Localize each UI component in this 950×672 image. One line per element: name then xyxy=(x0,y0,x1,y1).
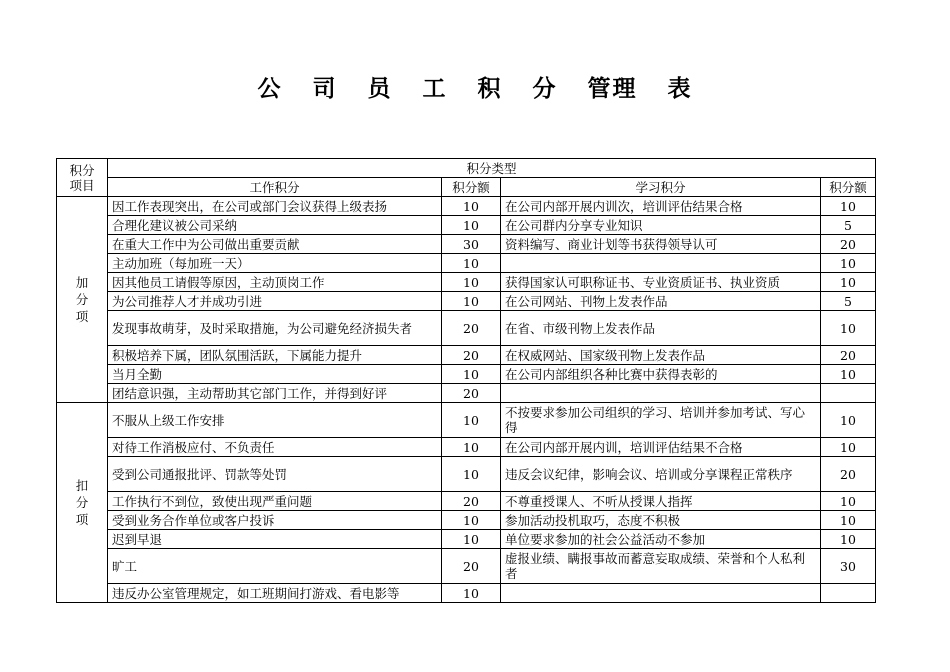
section-label-char: 加 xyxy=(75,275,89,290)
table-row xyxy=(57,549,876,584)
work-score: 10 xyxy=(442,457,501,492)
work-item: 对待工作消极应付、不负责任 xyxy=(108,438,442,457)
study-score xyxy=(821,384,876,403)
table-row xyxy=(57,403,876,438)
table-row xyxy=(57,384,876,403)
work-score: 10 xyxy=(442,292,501,311)
header-work: 工作积分 xyxy=(108,178,442,197)
table-row xyxy=(57,492,876,511)
section-label-char: 扣 xyxy=(75,478,89,493)
header-score: 积分额 xyxy=(442,178,501,197)
section-label-char: 项 xyxy=(75,512,89,527)
work-score: 20 xyxy=(442,549,501,584)
table-row xyxy=(57,311,876,346)
work-item: 工作执行不到位，致使出现严重问题 xyxy=(108,492,442,511)
section-label-char: 分 xyxy=(75,495,89,510)
header-item-line: 积分 xyxy=(69,162,95,178)
section-add-label xyxy=(57,197,108,403)
work-score: 10 xyxy=(442,197,501,216)
header-type-group: 积分类型 xyxy=(108,159,876,178)
study-score: 10 xyxy=(821,197,876,216)
study-score xyxy=(821,584,876,603)
study-item: 在省、市级刊物上发表作品 xyxy=(501,311,821,346)
table-row xyxy=(57,438,876,457)
study-score: 20 xyxy=(821,457,876,492)
work-score: 10 xyxy=(442,254,501,273)
work-score: 10 xyxy=(442,584,501,603)
study-score: 10 xyxy=(821,438,876,457)
study-score: 20 xyxy=(821,346,876,365)
study-score: 10 xyxy=(821,311,876,346)
table-row xyxy=(57,530,876,549)
work-score: 20 xyxy=(442,384,501,403)
table-row xyxy=(57,365,876,384)
table-row xyxy=(57,346,876,365)
work-item: 团结意识强，主动帮助其它部门工作，并得到好评 xyxy=(108,384,442,403)
points-table xyxy=(56,158,876,603)
work-item: 主动加班（每加班一天） xyxy=(108,254,442,273)
header-study: 学习积分 xyxy=(501,178,821,197)
work-item: 受到业务合作单位或客户投诉 xyxy=(108,511,442,530)
work-score: 10 xyxy=(442,403,501,438)
header-item-line: 项目 xyxy=(69,177,95,193)
study-score: 10 xyxy=(821,273,876,292)
study-item xyxy=(501,384,821,403)
work-score: 10 xyxy=(442,511,501,530)
title-char: 员 xyxy=(367,75,393,102)
study-item: 在公司内部开展内训，培训评估结果不合格 xyxy=(501,438,821,457)
work-item: 迟到早退 xyxy=(108,530,442,549)
study-item xyxy=(501,584,821,603)
study-item: 参加活动投机取巧，态度不积极 xyxy=(501,511,821,530)
work-item: 为公司推荐人才并成功引进 xyxy=(108,292,442,311)
work-item: 当月全勤 xyxy=(108,365,442,384)
work-item: 合理化建议被公司采纳 xyxy=(108,216,442,235)
work-score: 10 xyxy=(442,216,501,235)
table-row xyxy=(57,235,876,254)
header-item-col xyxy=(57,159,108,197)
study-score: 10 xyxy=(821,365,876,384)
table-row xyxy=(57,292,876,311)
work-score: 10 xyxy=(442,530,501,549)
table-row xyxy=(57,216,876,235)
header-score: 积分额 xyxy=(821,178,876,197)
work-score: 10 xyxy=(442,438,501,457)
work-score: 10 xyxy=(442,365,501,384)
table-row xyxy=(57,273,876,292)
study-score: 10 xyxy=(821,492,876,511)
work-score: 30 xyxy=(442,235,501,254)
section-label-char: 项 xyxy=(75,309,89,324)
title-char: 工 xyxy=(422,75,448,102)
study-score: 10 xyxy=(821,403,876,438)
work-item: 积极培养下属，团队氛围活跃，下属能力提升 xyxy=(108,346,442,365)
work-item: 因其他员工请假等原因，主动顶岗工作 xyxy=(108,273,442,292)
work-item: 违反办公室管理规定，如工班期间打游戏、看电影等 xyxy=(108,584,442,603)
section-deduct-label xyxy=(57,403,108,603)
study-item: 获得国家认可职称证书、专业资质证书、执业资质 xyxy=(501,273,821,292)
work-item: 发现事故萌芽，及时采取措施，为公司避免经济损失者 xyxy=(108,311,442,346)
title-char: 分 xyxy=(532,75,558,102)
work-score: 10 xyxy=(442,273,501,292)
work-score: 20 xyxy=(442,492,501,511)
work-item: 旷工 xyxy=(108,549,442,584)
study-score: 10 xyxy=(821,530,876,549)
work-score: 20 xyxy=(442,346,501,365)
study-item: 不按要求参加公司组织的学习、培训并参加考试、写心得 xyxy=(501,403,821,438)
study-item: 在公司网站、刊物上发表作品 xyxy=(501,292,821,311)
study-item: 在公司内部开展内训次，培训评估结果合格 xyxy=(501,197,821,216)
table-row xyxy=(57,457,876,492)
title-char: 管理 xyxy=(587,75,638,102)
section-label-char: 分 xyxy=(75,292,89,307)
study-item: 不尊重授课人、不听从授课人指挥 xyxy=(501,492,821,511)
page-title xyxy=(0,70,950,103)
study-item: 在公司内部组织各种比赛中获得表彰的 xyxy=(501,365,821,384)
title-char: 公 xyxy=(257,75,283,102)
study-item: 资料编写、商业计划等书获得领导认可 xyxy=(501,235,821,254)
table-row xyxy=(57,197,876,216)
study-item xyxy=(501,254,821,273)
work-item: 不服从上级工作安排 xyxy=(108,403,442,438)
header-row-2 xyxy=(57,178,876,197)
study-item: 虚报业绩、瞒报事故而蓄意妄取成绩、荣誉和个人私利者 xyxy=(501,549,821,584)
work-item: 受到公司通报批评、罚款等处罚 xyxy=(108,457,442,492)
table-row xyxy=(57,511,876,530)
study-item: 在公司群内分享专业知识 xyxy=(501,216,821,235)
table-row xyxy=(57,254,876,273)
work-score: 20 xyxy=(442,311,501,346)
study-item: 在权威网站、国家级刊物上发表作品 xyxy=(501,346,821,365)
study-score: 10 xyxy=(821,511,876,530)
work-item: 在重大工作中为公司做出重要贡献 xyxy=(108,235,442,254)
study-score: 10 xyxy=(821,254,876,273)
study-item: 违反会议纪律，影响会议、培训或分享课程正常秩序 xyxy=(501,457,821,492)
title-char: 积 xyxy=(477,75,503,102)
title-char: 表 xyxy=(667,75,693,102)
study-score: 5 xyxy=(821,216,876,235)
study-item: 单位要求参加的社会公益活动不参加 xyxy=(501,530,821,549)
header-row-1 xyxy=(57,159,876,178)
title-char: 司 xyxy=(312,75,338,102)
study-score: 20 xyxy=(821,235,876,254)
work-item: 因工作表现突出，在公司或部门会议获得上级表扬 xyxy=(108,197,442,216)
table-row xyxy=(57,584,876,603)
study-score: 5 xyxy=(821,292,876,311)
study-score: 30 xyxy=(821,549,876,584)
